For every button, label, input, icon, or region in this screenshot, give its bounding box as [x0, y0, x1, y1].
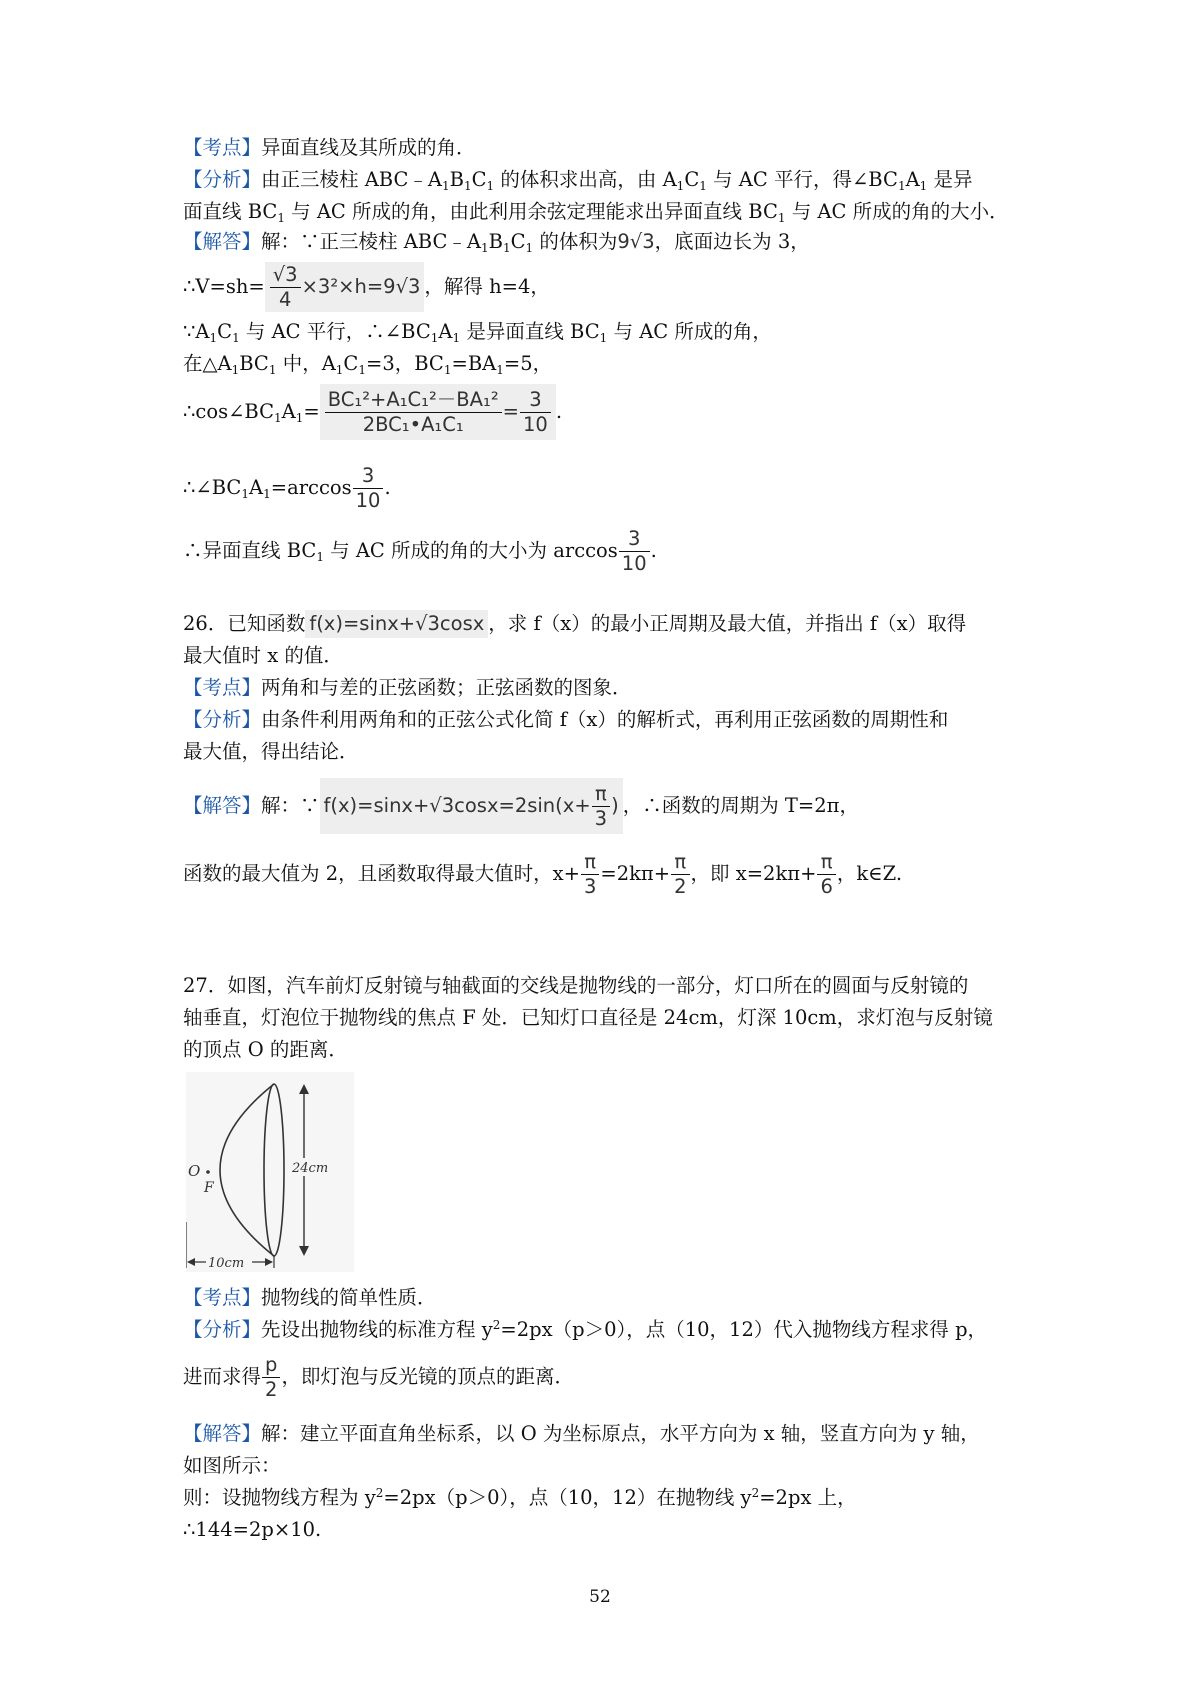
numerator: π [581, 850, 599, 875]
numerator: π [592, 782, 610, 807]
text: 先设出抛物线的标准方程 y [261, 1318, 493, 1341]
text: ∴144=2p×10. [183, 1518, 322, 1541]
q26-kaodian-line [183, 674, 632, 702]
text: = [502, 400, 519, 423]
text: 与 AC 所成的角的大小为 arccos [323, 539, 618, 562]
jieda-tag: 【解答】 [183, 1422, 262, 1445]
text: =2px（p＞0），点（10，12）代入抛物线方程求得 p， [500, 1318, 988, 1341]
text: 由正三棱柱 ABC﹣A [261, 168, 442, 191]
denominator: 3 [583, 875, 597, 898]
text: ∵A [183, 320, 210, 343]
fenxi-tag: 【分析】 [183, 168, 262, 191]
text: 27．如图，汽车前灯反射镜与轴截面的交线是抛物线的一部分，灯口所在的圆面与反射镜的 [183, 974, 969, 997]
focus-f-label: F [204, 1180, 214, 1196]
text: =2px（p＞0），点（10，12）在抛物线 y [383, 1486, 752, 1509]
q26-jieda-line [183, 778, 859, 834]
q25-fenxi-line: 【分析】由正三棱柱 $ABC﹣A_1B_1C_1$ 的体积求出高，由 $A_1C_1$ 与 AC 平行，得$\angle BC_1A_1$ 是异 [183, 168, 973, 193]
numerator: π [671, 850, 689, 875]
text: 两角和与差的正弦函数；正弦函数的图象． [261, 676, 632, 699]
text: B [488, 230, 503, 253]
text: 与 AC 平行，∴∠BC [239, 320, 431, 343]
superscript: 2 [492, 1318, 501, 1332]
text: ∴∠BC [183, 476, 242, 499]
fraction [581, 850, 599, 899]
denominator: 2 [265, 1378, 278, 1401]
fraction [353, 464, 384, 513]
text: 的体积为 [533, 230, 618, 253]
text: ∴异面直线 BC [183, 539, 317, 562]
denominator: 2BC₁•A₁C₁ [362, 413, 464, 436]
cosine-formula-image [320, 384, 556, 440]
text: 由条件利用两角和的正弦公式化简 f（x）的解析式，再利用正弦函数的周期性和 [261, 708, 949, 731]
text: 则：设抛物线方程为 y [183, 1486, 376, 1509]
text: 与 AC 所成的角，由此利用余弦定理能求出异面直线 BC [284, 200, 778, 223]
jieda-tag: 【解答】 [183, 794, 262, 817]
denominator: 10 [355, 489, 381, 512]
text: C [343, 352, 359, 375]
text: ，k∈Z. [836, 862, 903, 885]
text: ) [611, 794, 619, 817]
text: ，底面边长为 3， [654, 230, 810, 253]
text: 解：建立平面直角坐标系，以 O 为坐标原点，水平方向为 x 轴，竖直方向为 y 轴， [261, 1422, 980, 1445]
focus-point [206, 1170, 210, 1174]
numerator: 3 [353, 464, 384, 489]
text: 函数的最大值为 2，且函数取得最大值时，x+ [183, 862, 580, 885]
text: 在△A [183, 352, 232, 375]
denominator: 4 [278, 288, 292, 311]
text: A [281, 400, 296, 423]
fraction [270, 263, 301, 312]
fraction [325, 388, 502, 437]
page-number: 52 [589, 1587, 611, 1607]
denominator: 2 [674, 875, 687, 898]
text: f(x)=sinx+√3cosx=2sin(x+ [323, 794, 591, 817]
q25-kaodian-line [183, 134, 476, 162]
fraction [262, 1353, 280, 1402]
fenxi-tag: 【分析】 [183, 1318, 262, 1341]
text: ，求 f（x）的最小正周期及最大值，并指出 f（x）取得 [488, 612, 967, 635]
depth-label: 10cm [208, 1256, 245, 1271]
text: 最大值时 x 的值． [183, 644, 343, 667]
q25-cos-line: $\therefore\cos\angle BC_1A_1=$ $\frac{\text{BC₁²+A₁C₁²－BA₁²}}{\text{2BC₁•A₁C₁}}$ = $\frac{3}{10}$ . [183, 384, 562, 440]
q25-parallel-line: $\because A_1C_1$ 与 AC 平行，$\therefore\angle BC_1A_1$ 是异面直线 $BC_1$ 与 AC 所成的角， [183, 320, 772, 345]
text: 最大值，得出结论． [183, 740, 359, 763]
text: 26．已知函数 [183, 612, 306, 635]
denominator: 10 [621, 552, 647, 575]
text: ∴cos∠BC [183, 400, 275, 423]
text: C [471, 168, 487, 191]
numerator: √3 [270, 263, 301, 288]
kaodian-tag: 【考点】 [183, 1286, 262, 1309]
q25-final-line: ∴异面直线 $BC_1$ 与 AC 所成的角的大小为 arccos $\frac{3}{10}$ . [183, 527, 657, 575]
q25-triangle-line: 在$\triangle A_1BC_1$ 中，$A_1C_1=3$，$BC_1=BA_1=5$， [183, 352, 553, 377]
fraction [671, 850, 689, 899]
kaodian-tag: 【考点】 [183, 136, 262, 159]
q27-question-line [183, 972, 968, 1000]
text: =2kπ+ [600, 862, 671, 885]
function-formula-image: f(x)=sinx+√3cosx [305, 610, 488, 638]
text: 的顶点 O 的距离． [183, 1038, 348, 1061]
q27-question-line2 [183, 1004, 993, 1032]
q27-last-line [183, 1516, 321, 1544]
q27-jieda-line2 [183, 1452, 281, 1480]
text: 抛物线的简单性质． [261, 1286, 437, 1309]
superscript: 2 [375, 1486, 384, 1500]
text: ，解得 h=4， [424, 275, 550, 298]
function-formula-image [320, 778, 623, 834]
q25-jieda-line: 【解答】解：∵正三棱柱 $ABC﹣A_1B_1C_1$ 的体积为9√3，底面边长为 3， [183, 230, 810, 255]
headlight-parabola-figure [186, 1072, 354, 1272]
q26-question-line2 [183, 642, 343, 670]
text: 进而求得 [183, 1365, 262, 1388]
q25-fenxi-line2: 面直线 $BC_1$ 与 AC 所成的角，由此利用余弦定理能求出异面直线 $BC_1$ 与 AC 所成的角的大小． [183, 200, 1009, 225]
q25-kaodian-text: 异面直线及其所成的角． [261, 136, 476, 159]
text: =arccos [270, 476, 352, 499]
q26-fenxi-line [183, 706, 948, 734]
fraction [619, 527, 650, 576]
vertex-o-label: O [188, 1162, 201, 1180]
text: C [217, 320, 233, 343]
text: ，∴函数的周期为 T=2π， [622, 794, 859, 817]
diameter-label: 24cm [292, 1161, 329, 1176]
text: 与 AC 平行，得∠BC [706, 168, 898, 191]
q27-jieda-line [183, 1420, 980, 1448]
text: 轴垂直，灯泡位于抛物线的焦点 F 处．已知灯口直径是 24cm，灯深 10cm，求灯泡与反射镜 [183, 1006, 993, 1029]
text: =BA [451, 352, 497, 375]
text: ，即 x=2kπ+ [690, 862, 817, 885]
text: B [449, 168, 464, 191]
text: ，即灯泡与反光镜的顶点的距离． [281, 1365, 574, 1388]
q27-fenxi-line2 [183, 1352, 574, 1402]
q27-then-line [183, 1484, 857, 1512]
text: BC [239, 352, 269, 375]
text: C [510, 230, 526, 253]
q25-volume-line [183, 262, 550, 312]
numerator: 3 [619, 527, 650, 552]
q27-kaodian-line [183, 1284, 437, 1312]
text: 是异面直线 BC [460, 320, 600, 343]
q26-question-line [183, 610, 966, 638]
text: 中，A [276, 352, 336, 375]
numerator: BC₁²+A₁C₁²－BA₁² [325, 388, 502, 413]
q26-max-line [183, 846, 902, 902]
superscript: 2 [751, 1486, 760, 1500]
jieda-tag: 【解答】 [183, 230, 262, 253]
numerator: π [817, 850, 835, 875]
text: A [249, 476, 264, 499]
text: =2px 上， [759, 1486, 857, 1509]
text: A [438, 320, 453, 343]
text: 与 AC 所成的角的大小． [785, 200, 1009, 223]
text: . [384, 476, 391, 499]
numerator: p [262, 1353, 280, 1378]
q25-angle-line: $\therefore\angle BC_1A_1=\arccos$ $\frac{3}{10}$ . [183, 464, 391, 512]
text: 面直线 BC [183, 200, 278, 223]
text: 的体积求出高，由 A [494, 168, 677, 191]
kaodian-tag: 【考点】 [183, 676, 262, 699]
numerator: 3 [520, 388, 551, 413]
fenxi-tag: 【分析】 [183, 708, 262, 731]
text: 解：∵ [261, 794, 320, 817]
denominator: 3 [594, 807, 608, 830]
q27-fenxi-line [183, 1316, 987, 1344]
text: 与 AC 所成的角， [607, 320, 772, 343]
q27-question-line3 [183, 1036, 348, 1064]
text: C [684, 168, 700, 191]
fraction [520, 388, 551, 437]
fraction [592, 782, 610, 831]
text: . [650, 539, 657, 562]
text: ×3²×h=9√3 [301, 275, 421, 298]
text: =5， [503, 352, 553, 375]
text: ∴V=sh= [183, 275, 265, 298]
denominator: 10 [522, 413, 548, 436]
volume-formula-image: 9√3 [617, 230, 655, 253]
denominator: 6 [820, 875, 833, 898]
text: 是异 [927, 168, 973, 191]
text: = [303, 400, 320, 423]
text: A [905, 168, 920, 191]
text: . [555, 400, 563, 423]
text: 如图所示： [183, 1454, 281, 1477]
q26-fenxi-line2 [183, 738, 359, 766]
text: =3，BC [365, 352, 444, 375]
volume-formula-image [265, 262, 425, 312]
fraction [817, 850, 835, 899]
text: 解：∵正三棱柱 ABC﹣A [261, 230, 481, 253]
